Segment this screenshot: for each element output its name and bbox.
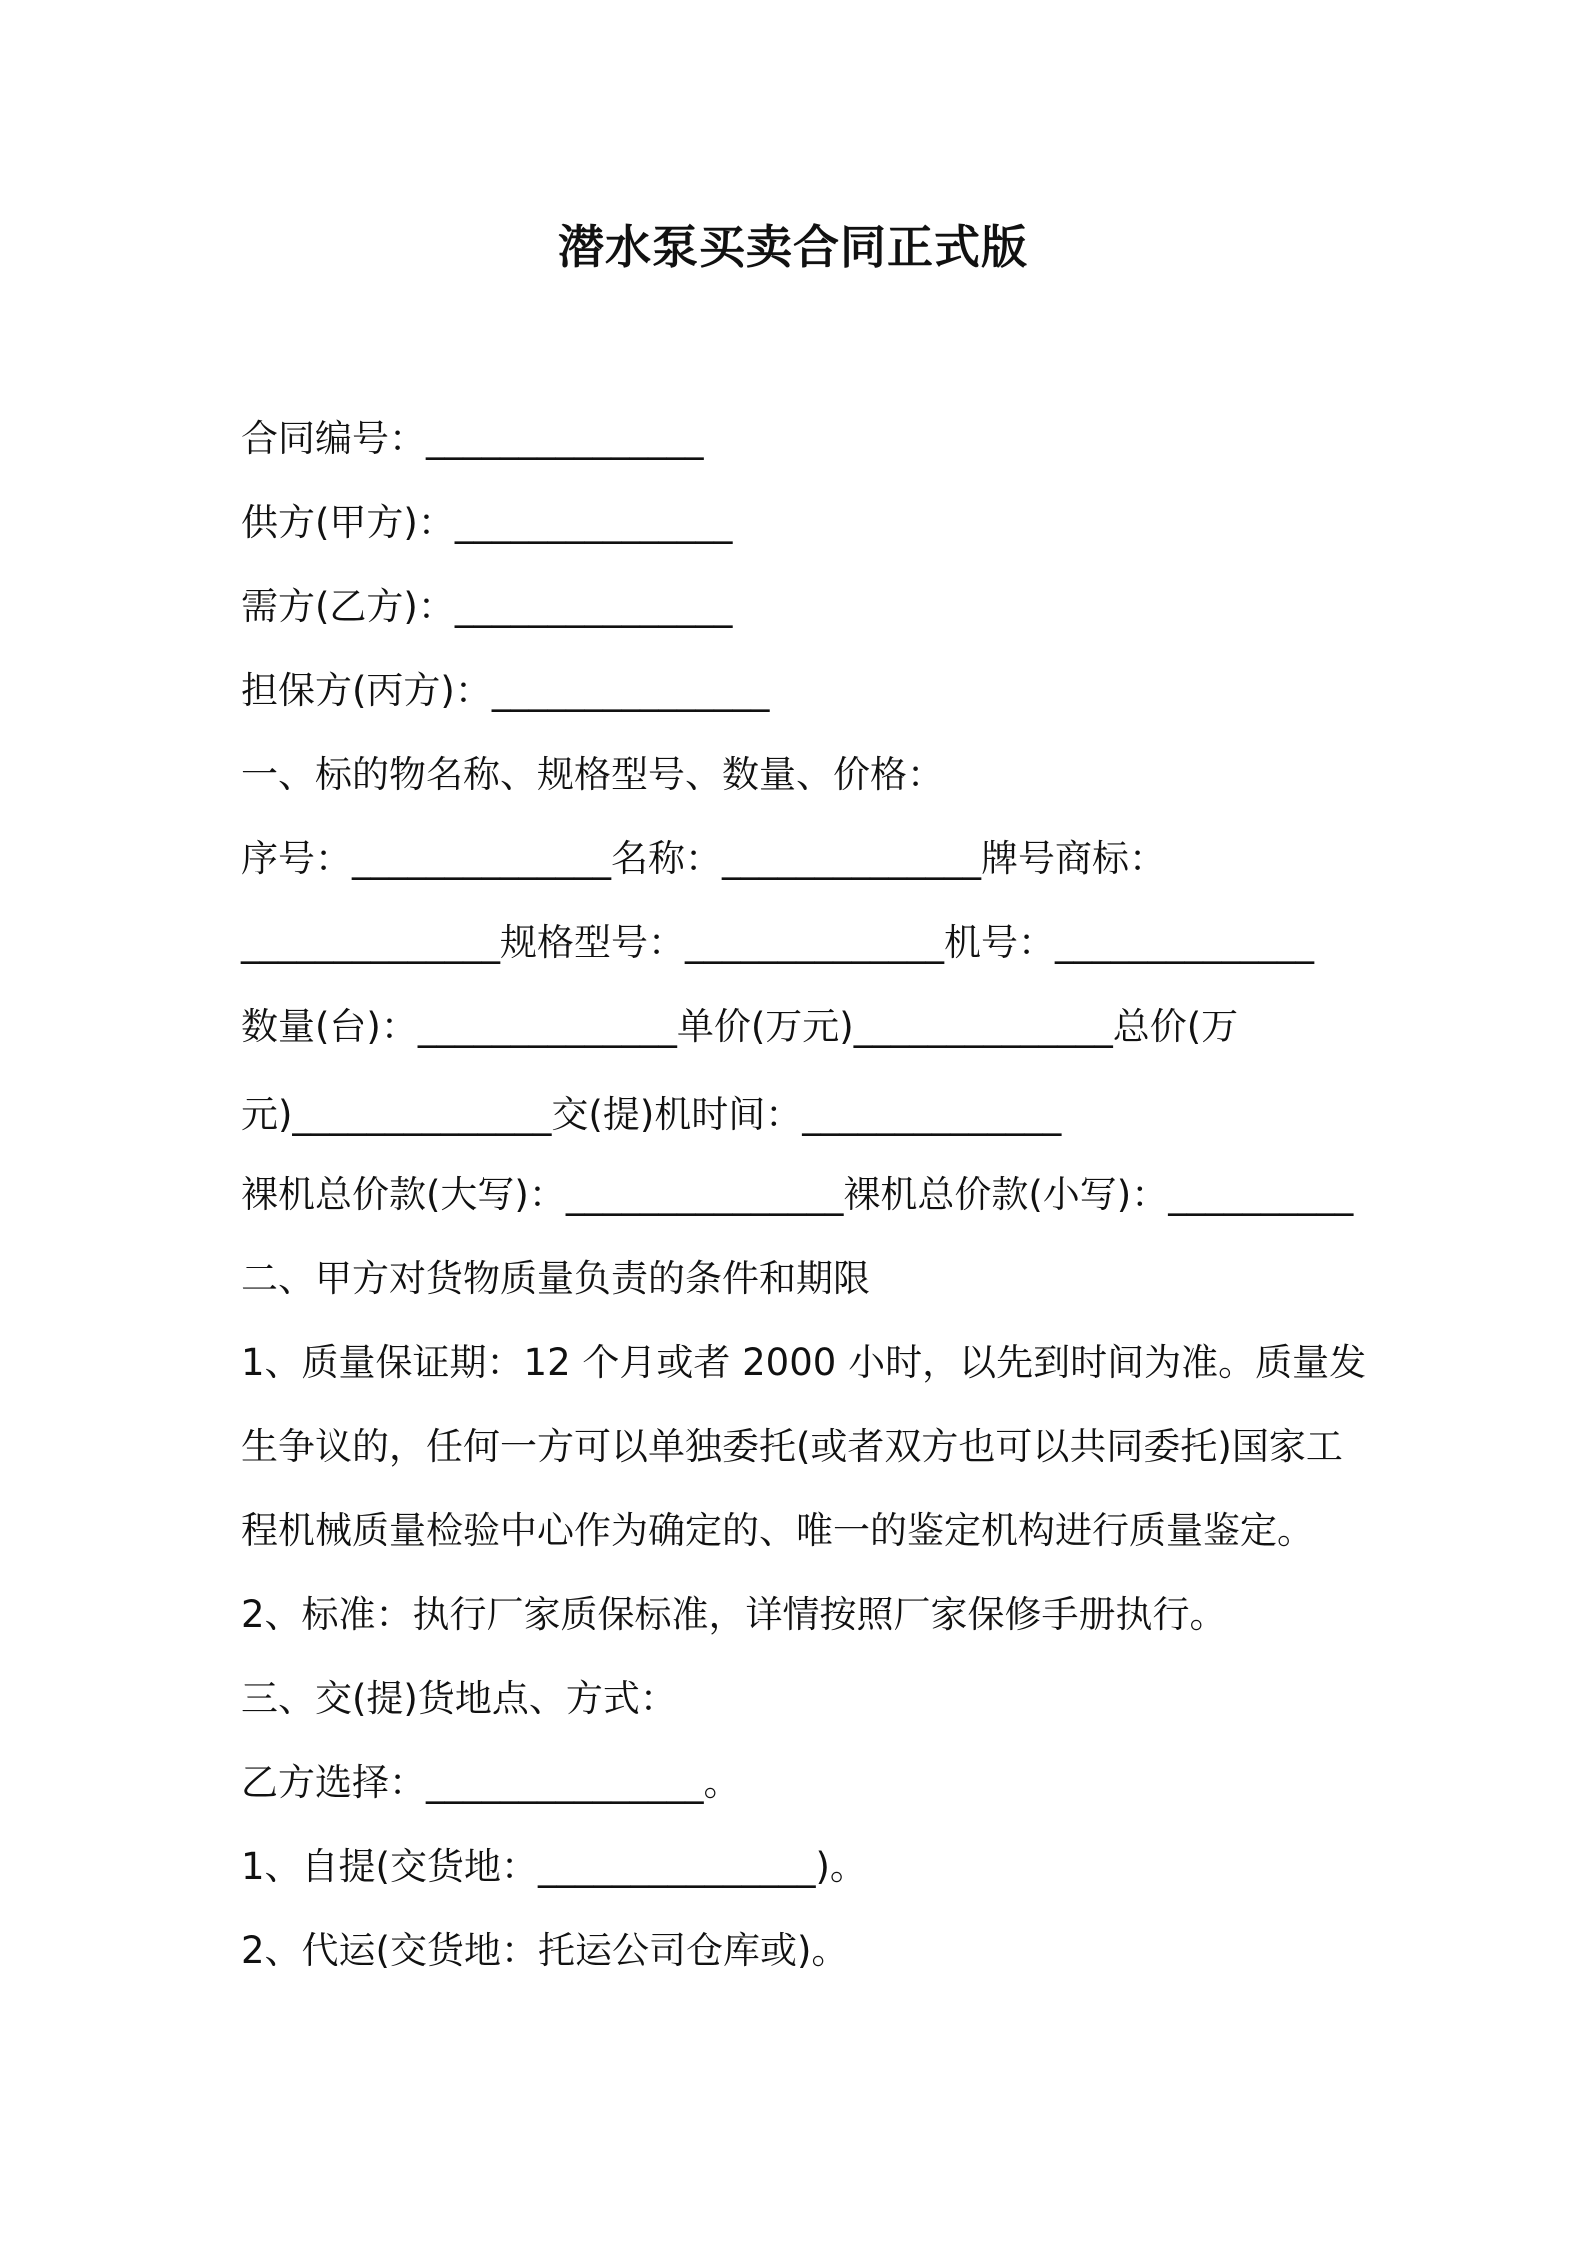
item-row-1: 序号：______________名称：______________牌号商标： (241, 837, 1166, 880)
quality-clause-line-1: 1、质量保证期：12 个月或者 2000 小时，以先到时间为准。质量发 (241, 1341, 1367, 1384)
item-row-3: 数量(台)：______________单价(万元)______________总价(万 (241, 1005, 1239, 1048)
shipping-line: 2、代运(交货地：托运公司仓库或)。 (241, 1929, 849, 1972)
section-3-heading: 三、交(提)货地点、方式： (241, 1677, 677, 1720)
item-row-2: ______________规格型号：______________机号：______________ (241, 921, 1314, 964)
standard-clause-line: 2、标准：执行厂家质保标准，详情按照厂家保修手册执行。 (241, 1593, 1227, 1636)
quality-clause-line-3: 程机械质量检验中心作为确定的、唯一的鉴定机构进行质量鉴定。 (241, 1509, 1314, 1552)
supplier-line: 供方(甲方)：_______________ (241, 501, 733, 544)
item-row-4: 元)______________交(提)机时间：______________ (241, 1093, 1062, 1136)
guarantor-line: 担保方(丙方)：_______________ (241, 669, 770, 712)
contract-number-line: 合同编号：_______________ (241, 417, 704, 460)
quality-clause-line-2: 生争议的，任何一方可以单独委托(或者双方也可以共同委托)国家工 (241, 1425, 1343, 1468)
section-2-heading: 二、甲方对货物质量负责的条件和期限 (241, 1257, 870, 1300)
section-1-heading: 一、标的物名称、规格型号、数量、价格： (241, 753, 944, 796)
total-price-line: 裸机总价款(大写)：_______________裸机总价款(小写)：__________ (241, 1173, 1354, 1216)
buyer-choice-line: 乙方选择：_______________。 (241, 1761, 741, 1804)
buyer-line: 需方(乙方)：_______________ (241, 585, 733, 628)
document-title: 潜水泵买卖合同正式版 (558, 220, 1028, 274)
self-pickup-line: 1、自提(交货地：_______________)。 (241, 1845, 867, 1888)
